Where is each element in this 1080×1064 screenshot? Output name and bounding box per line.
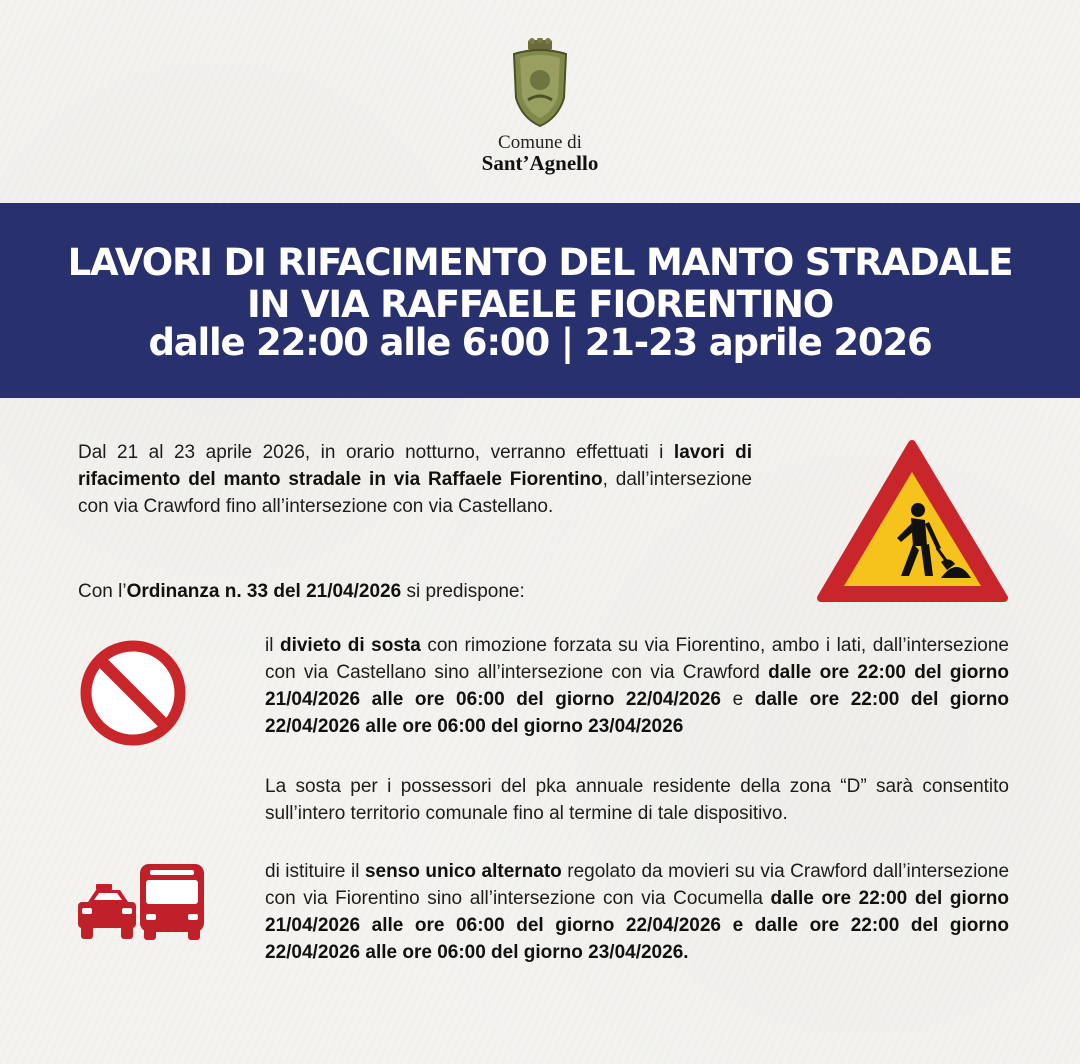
title-line-1: LAVORI DI RIFACIMENTO DEL MANTO STRADALE [67,241,1013,284]
ordinance-line: Con l’Ordinanza n. 33 del 21/04/2026 si predispone: [78,581,525,602]
municipality-name: Sant’Agnello [481,151,599,175]
municipal-crest-icon [508,38,572,130]
parking-note-paragraph: La sosta per i possessori del pka annuale residente della zona “D” sarà consentito sull’intero territorio comunale fino al termine di tale dispositivo. [265,776,1009,824]
title-line-2: IN VIA RAFFAELE FIORENTINO [246,283,834,326]
roadworks-warning-sign-icon [815,438,1010,606]
municipality-prefix: Comune di [498,132,582,153]
title-line-3: dalle 22:00 alle 6:00 | 21-23 aprile 2026 [148,321,932,364]
intro-paragraph: Dal 21 al 23 aprile 2026, in orario notturno, verranno effettuati i lavori di rifacimento del manto stradale in via Raffaele Fiorentino, dall’intersezione con via Crawford fino all’intersezione con via Castellano. [78,442,753,517]
parking-measure-paragraph: il divieto di sosta con rimozione forzata su via Fiorentino, ambo i lati, dall’intersezione con via Castellano sino all’intersezione con via Crawford dalle ore 22:00 del giorno 21/04/2026 alle ore 06:00 del giorno 22/04/2026 e dalle ore 22:00 del giorno 22/04/2026 alle ore 06:00 del giorno 23/04/2026 [265,635,1010,737]
no-parking-sign-icon [78,638,188,748]
title-banner [0,203,1080,398]
traffic-measure-paragraph: di istituire il senso unico alternato regolato da movieri su via Crawford dall’intersezione con via Fiorentino sino all’intersezione con via Cocumella dalle ore 22:00 del giorno 21/04/2026 alle ore 06:00 del giorno 22/04/2026 e dalle ore 22:00 del giorno 22/04/2026 alle ore 06:00 del giorno 23/04/2026. [265,861,1010,963]
car-and-bus-icon [78,862,206,944]
